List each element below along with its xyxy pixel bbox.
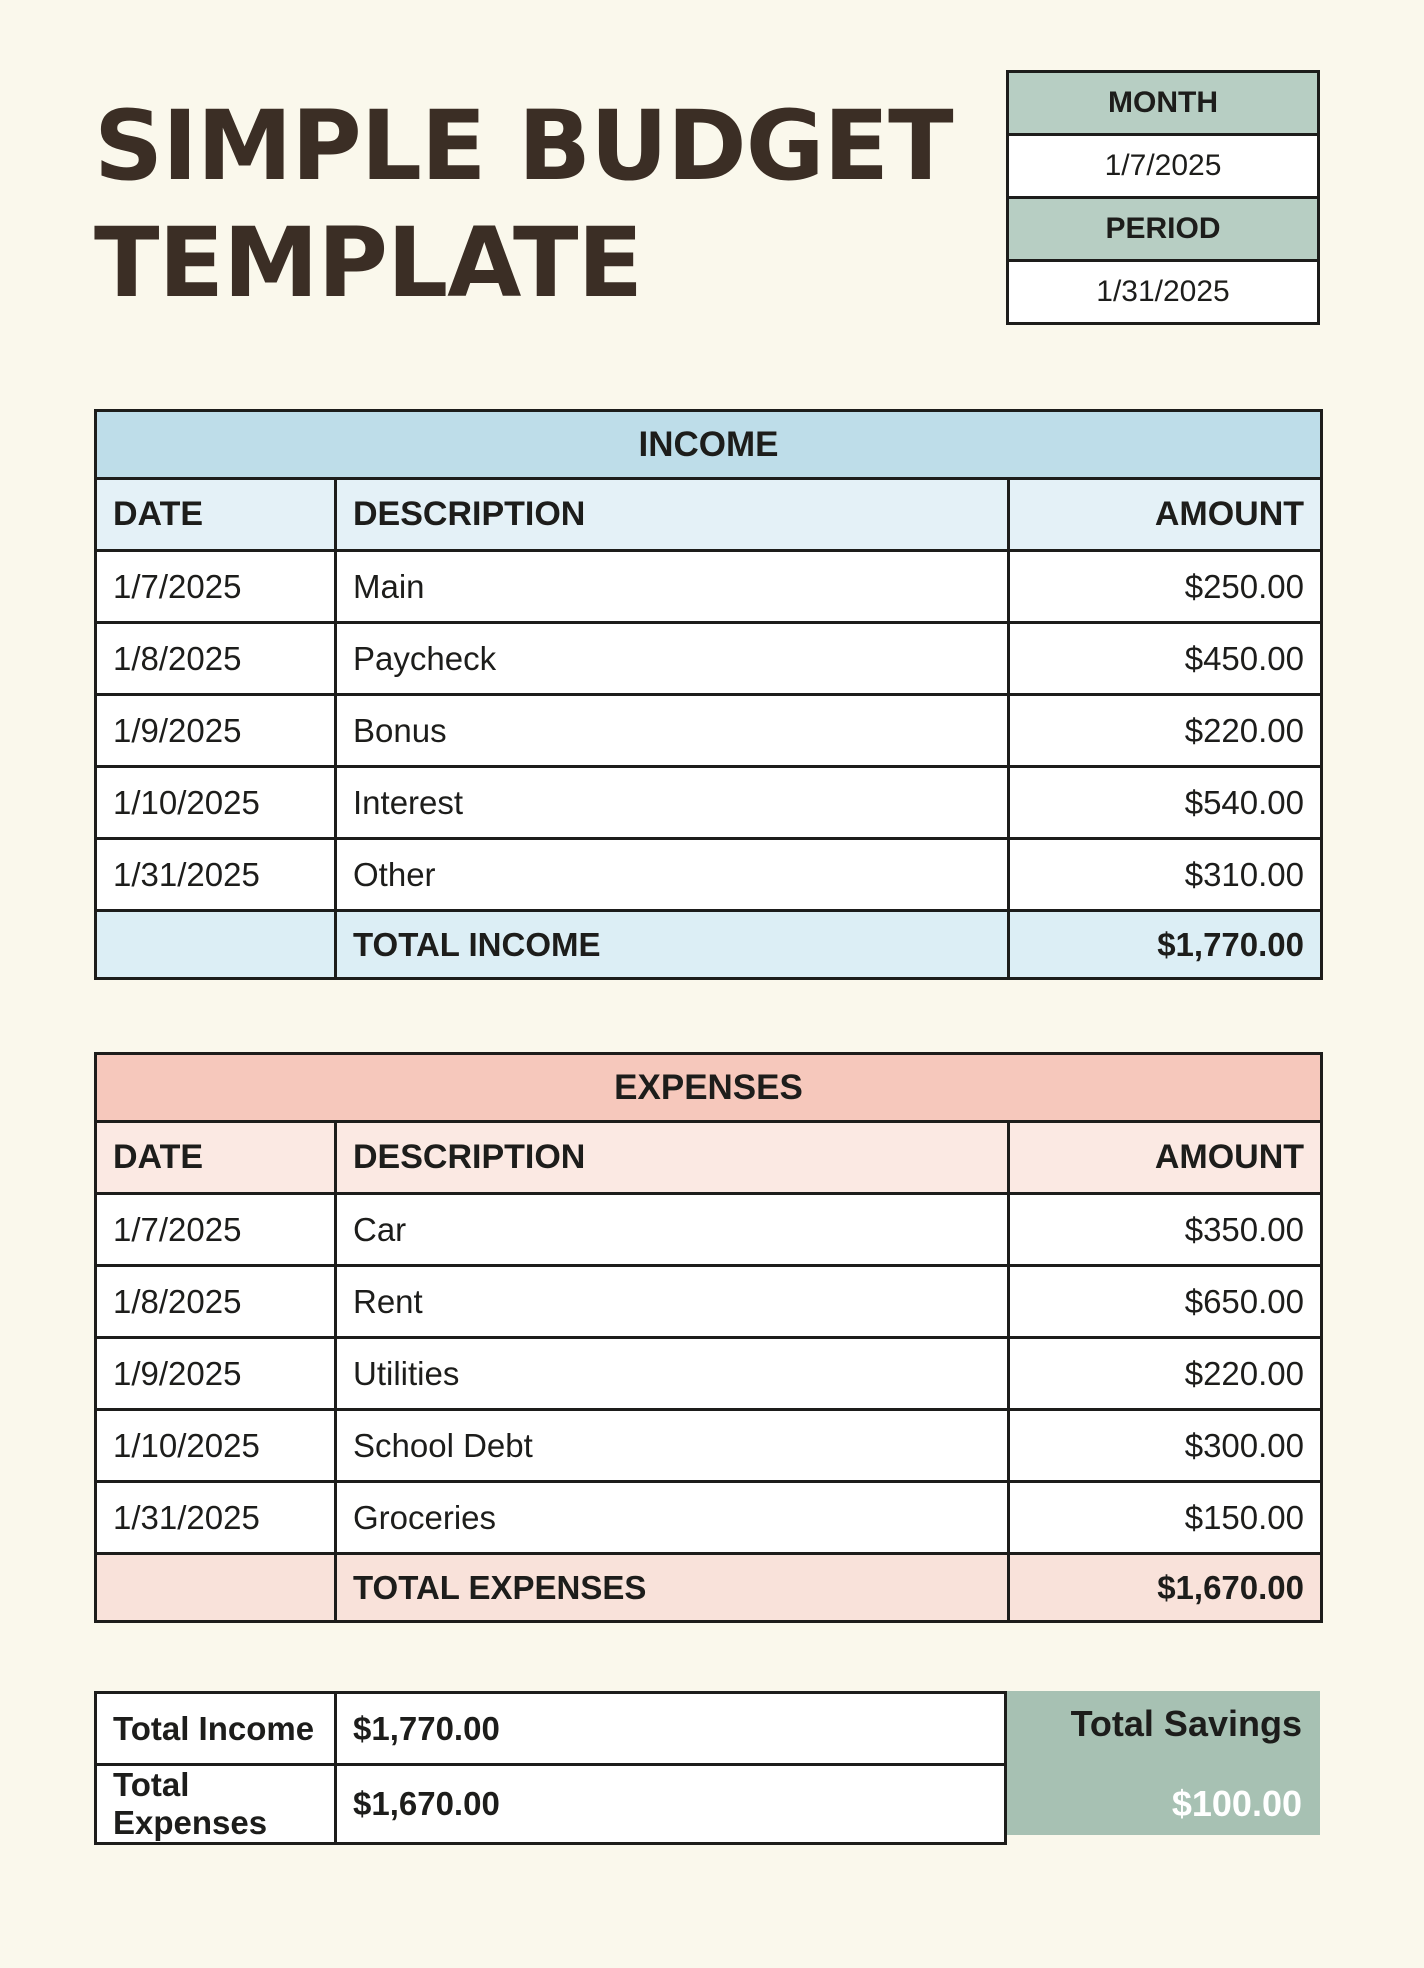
income-table [94,409,1323,980]
expenses-col-amount: AMOUNT [1009,1122,1322,1194]
income-col-date: DATE [96,479,336,551]
page-title-line-1: SIMPLE BUDGET [94,90,953,202]
amount-cell: $220.00 [1009,695,1322,767]
summary-income-label: Total Income [96,1693,336,1765]
income-col-description: DESCRIPTION [336,479,1009,551]
month-period-table [1006,70,1320,325]
income-row [96,623,1322,695]
date-cell: 1/7/2025 [96,1194,336,1266]
summary-expenses-value: $1,670.00 [336,1765,1006,1844]
date-cell: 1/10/2025 [96,767,336,839]
page-header [94,62,1320,325]
month-value: 1/7/2025 [1008,135,1319,198]
amount-cell: $150.00 [1009,1482,1322,1554]
amount-cell: $450.00 [1009,623,1322,695]
description-cell: Car [336,1194,1009,1266]
description-cell: Paycheck [336,623,1009,695]
income-column-header-row [96,479,1322,551]
date-cell: 1/31/2025 [96,839,336,911]
amount-cell: $250.00 [1009,551,1322,623]
date-cell: 1/10/2025 [96,1410,336,1482]
period-value-row [1008,261,1319,324]
expenses-title: EXPENSES [96,1054,1322,1122]
expenses-total-value: $1,670.00 [1009,1554,1322,1622]
income-total-value: $1,770.00 [1009,911,1322,979]
date-cell: 1/9/2025 [96,695,336,767]
period-value: 1/31/2025 [1008,261,1319,324]
expense-row [96,1194,1322,1266]
income-row [96,551,1322,623]
expense-row [96,1410,1322,1482]
description-cell: Bonus [336,695,1009,767]
description-cell: Groceries [336,1482,1009,1554]
month-label-row [1008,72,1319,135]
income-total-row [96,911,1322,979]
summary-expenses-label: Total Expenses [96,1765,336,1844]
expenses-total-row [96,1554,1322,1622]
amount-cell: $220.00 [1009,1338,1322,1410]
expenses-title-row [96,1054,1322,1122]
page-title-line-2: TEMPLATE [94,207,643,320]
date-cell: 1/31/2025 [96,1482,336,1554]
description-cell: Interest [336,767,1009,839]
expense-row [96,1266,1322,1338]
income-total-label: TOTAL INCOME [336,911,1009,979]
month-value-row [1008,135,1319,198]
expense-row [96,1482,1322,1554]
month-label: MONTH [1008,72,1319,135]
summary-income-value: $1,770.00 [336,1693,1006,1765]
description-cell: Other [336,839,1009,911]
description-cell: Rent [336,1266,1009,1338]
summary-row [96,1693,1006,1765]
income-row [96,839,1322,911]
date-cell: 1/8/2025 [96,1266,336,1338]
total-savings-label: Total Savings [1070,1703,1302,1744]
expenses-table [94,1052,1323,1623]
expense-row [96,1338,1322,1410]
empty-cell [96,911,336,979]
income-title-row [96,411,1322,479]
income-row [96,695,1322,767]
total-savings-box [1007,1691,1320,1835]
expenses-total-label: TOTAL EXPENSES [336,1554,1009,1622]
summary-table [94,1691,1007,1845]
description-cell: School Debt [336,1410,1009,1482]
period-label-row [1008,198,1319,261]
description-cell: Main [336,551,1009,623]
date-cell: 1/9/2025 [96,1338,336,1410]
amount-cell: $650.00 [1009,1266,1322,1338]
expenses-col-description: DESCRIPTION [336,1122,1009,1194]
description-cell: Utilities [336,1338,1009,1410]
date-cell: 1/8/2025 [96,623,336,695]
expenses-col-date: DATE [96,1122,336,1194]
summary-section [94,1691,1320,1845]
expenses-column-header-row [96,1122,1322,1194]
page-title [94,62,953,322]
empty-cell [96,1554,336,1622]
total-savings-value: $100.00 [1171,1783,1302,1824]
amount-cell: $310.00 [1009,839,1322,911]
amount-cell: $540.00 [1009,767,1322,839]
period-label: PERIOD [1008,198,1319,261]
amount-cell: $350.00 [1009,1194,1322,1266]
date-cell: 1/7/2025 [96,551,336,623]
income-row [96,767,1322,839]
income-col-amount: AMOUNT [1009,479,1322,551]
summary-row [96,1765,1006,1844]
amount-cell: $300.00 [1009,1410,1322,1482]
income-title: INCOME [96,411,1322,479]
